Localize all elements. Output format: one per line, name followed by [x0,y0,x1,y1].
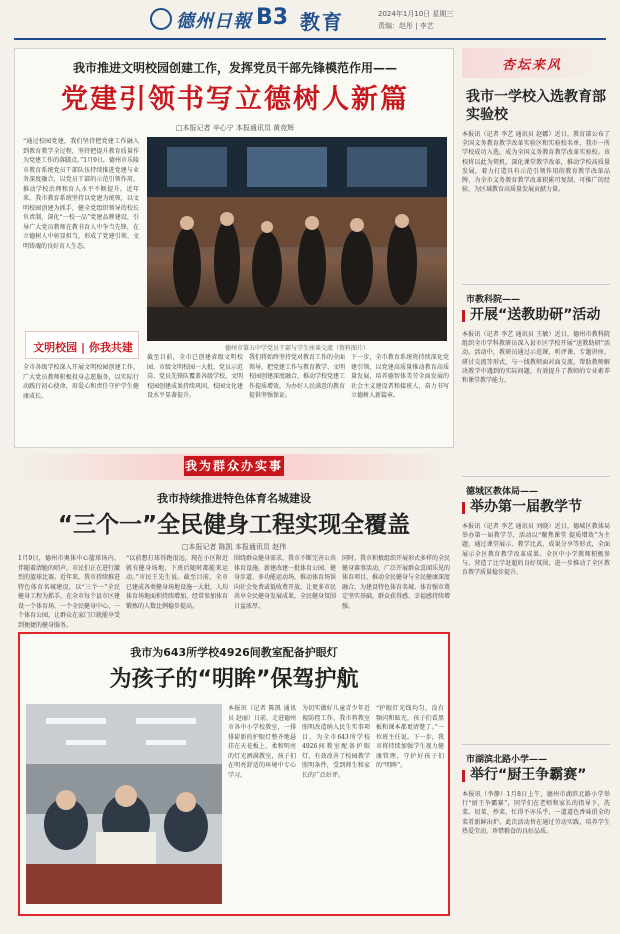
fitness-body-col-1: 1月9日，德州市奥体中心篮球场内，伴随着清脆的哨声，市民们正在进行激烈的篮球比赛。近年来，我市持续推进特色体育名城建设，以“三个一”全民健身工程为抓手，在全市每个县市区建设一个体育场、一个全民健身中心、一个体育公园，让群众在家门口就能享受到便捷的健身服务。 [18,555,120,629]
eye-lamp-kicker: 我市为643所学校4926间教室配备护眼灯 [130,646,338,659]
lead-photo-caption: 德州市第五中学党员干部与学生座谈交流（资料图片） [224,345,369,352]
rail-story-2-title: 开展“送教助研”活动 [470,307,601,323]
lead-byline: □本报记者 辛心宁 本报通讯员 黄竞辉 [175,124,295,132]
eye-lamp-body-col-1: 本报讯（记者 陈凯 通讯员 赵丽）日前，走进德州市各中小学校教室，一排排崭新的护眼灯整齐地悬挂在天花板上，柔和明亮的灯光洒满教室，孩子们在明亮舒适的环境中专心学习。 [228,705,296,779]
editor-credit: 责编：赵彤 | 李艺 [378,22,434,30]
rail-story-4-kicker: 市湖滨北路小学—— [466,755,548,765]
fitness-body-col-3: 围绕群众健身需求，我市不断完善公共体育设施，新建改建一批体育公园、健身步道、多功能运动场，推动体育场馆向社会免费或低收费开放，让更多市民共享全民健身发展成果，全民健身氛围日益浓厚。 [234,555,336,610]
fitness-body-col-2: “以前想打球得跑很远，现在小区附近就有健身场地，下班后随时都能来运动。”市民王先生说。截至目前，全市已建成各类健身场地设施一大批，人均体育场地面积持续增加，经常参加体育锻炼的人数比例稳步提高。 [126,555,228,610]
rail-accent-bar [462,310,465,322]
rail-story-2-kicker: 市教科院—— [466,295,521,305]
lead-article [14,48,454,448]
classroom-photo-illustration [26,704,222,904]
rail-accent-bar [462,770,465,782]
eye-lamp-body-col-3: “护眼灯光线均匀，没有频闪和眩光，孩子们看黑板和课本都更清楚了。”一位班主任说。下一步，我市将持续加强学生视力健康管理，守护好孩子们的“明眸”。 [376,705,444,769]
rail-story-3-title: 举办第一届教学节 [470,499,582,515]
lead-body-col-3: 截至目前，全市已创建省级文明校园、市级文明校园一大批，党员示范岗、党员先锋队覆盖各级学校，文明校园创建成果持续巩固，校园文化建设水平显著提升。 [147,354,243,399]
rail-story-3-kicker: 德城区教体局—— [466,487,539,497]
page-code: B3 [256,5,289,30]
rail-story-1-text: 本报讯（记者 李艺 通讯员 赵娜）近日，教育部公布了全国义务教育教学改革实验区和实验校名单，我市一所学校成功入选，成为全国义务教育教学改革实验校。该校将以此为契机，深化课堂教学改革，推动学校高质量发展，着力打造具有示范引领作用的教育教学改革品牌，为全市义务教育教学改革积累可复制、可推广的经验，为区域教育高质量发展贡献力量。 [462,131,610,194]
issue-date: 2024年1月10日 星期三 [378,10,454,18]
masthead [0,0,620,44]
lead-body-col-5: 下一步，全市教育系统将持续深化党建引领，以党建高质量推动教育高质量发展，培养德智体美劳全面发展的社会主义建设者和接班人，奋力书写立德树人新篇章。 [351,354,449,399]
masthead-rule [14,38,606,40]
lead-kicker: 我市推进文明校园创建工作，发挥党员干部先锋模范作用—— [72,61,397,75]
lead-banner-text: 文明校园 | 你我共建 [33,341,133,354]
rail-story-4-text: 本报讯（李静）1月8日上午，德州市湖滨北路小学举行“厨王争霸赛”，同学们在老师和家长的指导下，洗菜、切菜、炒菜，忙得不亦乐乎，一道道色香味俱全的菜肴新鲜出炉。此次活动旨在通过劳动实践，培养学生热爱劳动、珍惜粮食的良好品质。 [462,791,610,835]
eye-lamp-headline: 为孩子的“明眸”保驾护航 [109,667,359,692]
lead-body-col-1: “通过校园党建，我们坚持把党建工作融入到教育教学全过程，坚持把提升教育质量作为党建工作的落脚点。”1月9日，德州市乐陵市教育系统党员干部队伍持续推进党建与业务深度融合，以党员干部的示范引领作用，推动学校治理和育人水平不断提升。近年来，我市教育系统坚持以党建为统领，以文明校园创建为抓手，健全党组织领导的校长负责制，深化“一校一品”党建品牌建设，引导广大党员教师在教书育人中争当先锋，在立德树人中彰显担当，形成了党建引领、文明铸魂的良好育人生态。 [23,138,139,250]
eye-lamp-body-col-2: 为切实做好儿童青少年近视防控工作，我市将教室照明改造纳入民生实事项目，为全市643所学校4926间教室配备护眼灯，有效改善了校园教学照明条件，受到师生和家长的广泛好评。 [302,705,370,779]
newspaper-logo: 德州日報 [176,11,252,32]
eye-lamp-article [18,632,450,916]
news-rail [462,48,610,918]
section-band [14,454,454,480]
eye-lamp-photo [26,704,222,904]
rail-divider [462,476,610,477]
rail-header-label: 杏坛来风 [502,58,563,73]
fitness-byline: □本报记者 陈凯 本报通讯员 赵伟 [181,543,287,551]
fitness-kicker: 我市持续推进特色体育名城建设 [157,492,311,505]
rail-header [462,48,610,78]
lead-body-col-4: 我们将始终坚持党对教育工作的全面领导，把党建工作与教育教学、文明校园创建深度融合，推动学校党建工作提质增效，为办好人民满意的教育提供坚强保证。 [249,354,345,399]
fitness-body-col-4: 同时，我市积极组织开展形式多样的全民健身赛事活动，广泛开展群众喜闻乐见的体育项目，推动全民健身与全民健康深度融合，为建设特色体育名城、体育强市奠定坚实基础，群众获得感、幸福感持续增强。 [342,555,450,610]
lead-banner [25,331,139,359]
rail-story-1-title: 我市一学校入选教育部实验校 [466,89,606,123]
fitness-headline: “三个一”全民健身工程实现全覆盖 [57,512,411,538]
rail-story-2-text: 本报讯（记者 李艺 通讯员 王敏）近日，德州市教科院组织全市学科教研员深入县市区学校开展“送教助研”活动。活动中，教研员通过示范课、听评课、专题讲座、研讨交流等形式，与一线教师面对面交流，帮助教师解决教学中遇到的实际问题，有效提升了教师的专业素养和课堂教学能力。 [462,331,610,385]
lead-headline: 党建引领书写立德树人新篇 [61,84,409,115]
section-band-label: 我为群众办实事 [184,456,284,476]
rail-story-3-text: 本报讯（记者 李艺 通讯员 刘晓）近日，德城区教体局举办第一届教学节，活动以“聚焦课堂 提质增效”为主题，通过课堂展示、教学比武、成果分享等形式，全面展示全区教育教学改革成果。全区中小学教师积极参与，营造了比学赶超的良好氛围，进一步推动了全区教育教学质量稳步提升。 [462,523,610,577]
lead-body-col-2: 全市各级学校深入开展文明校园创建工作，广大党员教师积极投身志愿服务，以实际行动践行初心使命，用爱心和责任守护学生健康成长。 [23,364,139,400]
lead-photo [147,137,447,341]
lead-photo-illustration [147,137,447,341]
rail-accent-bar [462,502,465,514]
newspaper-logo-icon [150,8,172,30]
section-name: 教育 [300,10,344,34]
rail-story-4-title: 举行“厨王争霸赛” [470,767,587,783]
rail-divider [462,744,610,745]
rail-divider [462,284,610,285]
